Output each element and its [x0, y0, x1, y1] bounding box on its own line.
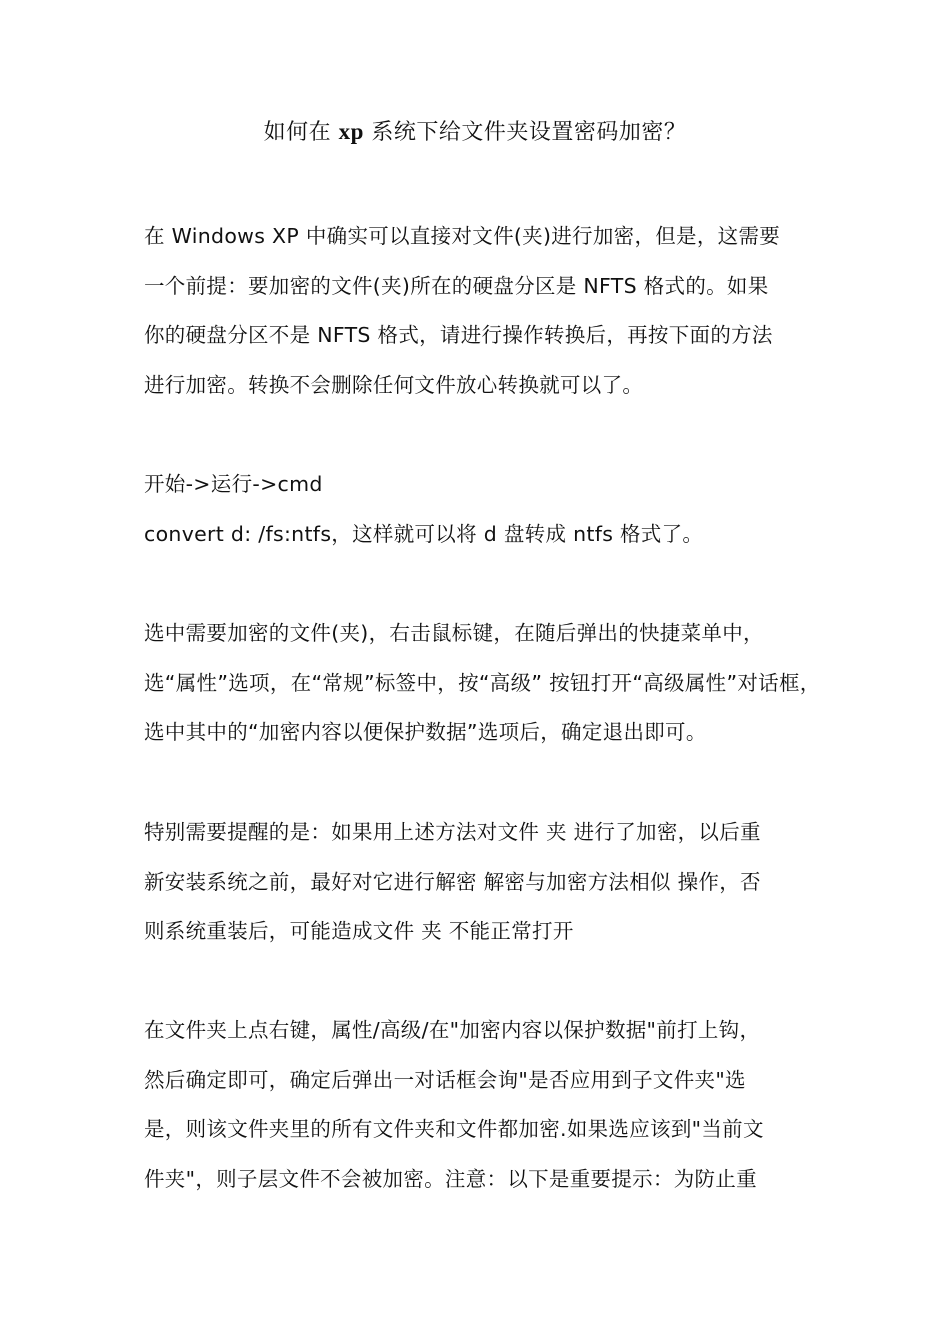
paragraph-line: 然后确定即可，确定后弹出一对话框会询"是否应用到子文件夹"选 [144, 1067, 746, 1092]
paragraph-warning [144, 808, 809, 957]
paragraph-convert-command [144, 460, 809, 559]
paragraph-right-click-method [144, 1006, 809, 1204]
paragraph-line: convert d: /fs:ntfs，这样就可以将 d 盘转成 ntfs 格式了。 [144, 521, 704, 546]
paragraph-ntfs-intro [144, 212, 809, 410]
paragraph-line: 在 Windows XP 中确实可以直接对文件(夹)进行加密，但是，这需要 [144, 224, 781, 248]
paragraph-line: 进行加密。转换不会删除任何文件放心转换就可以了。 [144, 372, 644, 397]
paragraph-line: 是，则该文件夹里的所有文件夹和文件都加密.如果选应该到"当前文 [144, 1117, 764, 1141]
title-suffix: 系统下给文件夹设置密码加密？ [363, 120, 687, 145]
paragraph-line: 选“属性”选项，在“常规”标签中，按“高级” 按钮打开“高级属性”对话框， [144, 670, 821, 695]
paragraph-line: 在文件夹上点右键，属性/高级/在"加密内容以保护数据"前打上钩， [144, 1018, 761, 1042]
paragraph-line: 件夹"，则子层文件不会被加密。注意：以下是重要提示：为防止重 [144, 1166, 757, 1191]
paragraph-line: 一个前提：要加密的文件(夹)所在的硬盘分区是 NFTS 格式的。如果 [144, 273, 769, 298]
paragraph-line: 选中其中的“加密内容以便保护数据”选项后，确定退出即可。 [144, 720, 707, 744]
paragraph-line: 特别需要提醒的是：如果用上述方法对文件 夹 进行了加密，以后重 [144, 820, 761, 844]
paragraph-line: 选中需要加密的文件(夹)，右击鼠标键，在随后弹出的快捷菜单中， [144, 621, 764, 645]
title-xp: xp [338, 119, 364, 144]
title-prefix: 如何在 [263, 120, 339, 145]
document-title [0, 112, 950, 153]
paragraph-line: 开始->运行->cmd [144, 472, 323, 496]
paragraph-line: 新安装系统之前，最好对它进行解密 解密与加密方法相似 操作，否 [144, 869, 761, 894]
paragraph-line: 则系统重装后，可能造成文件 夹 不能正常打开 [144, 919, 574, 943]
paragraph-encrypt-steps [144, 609, 821, 758]
paragraph-line: 你的硬盘分区不是 NFTS 格式，请进行操作转换后，再按下面的方法 [144, 323, 773, 347]
